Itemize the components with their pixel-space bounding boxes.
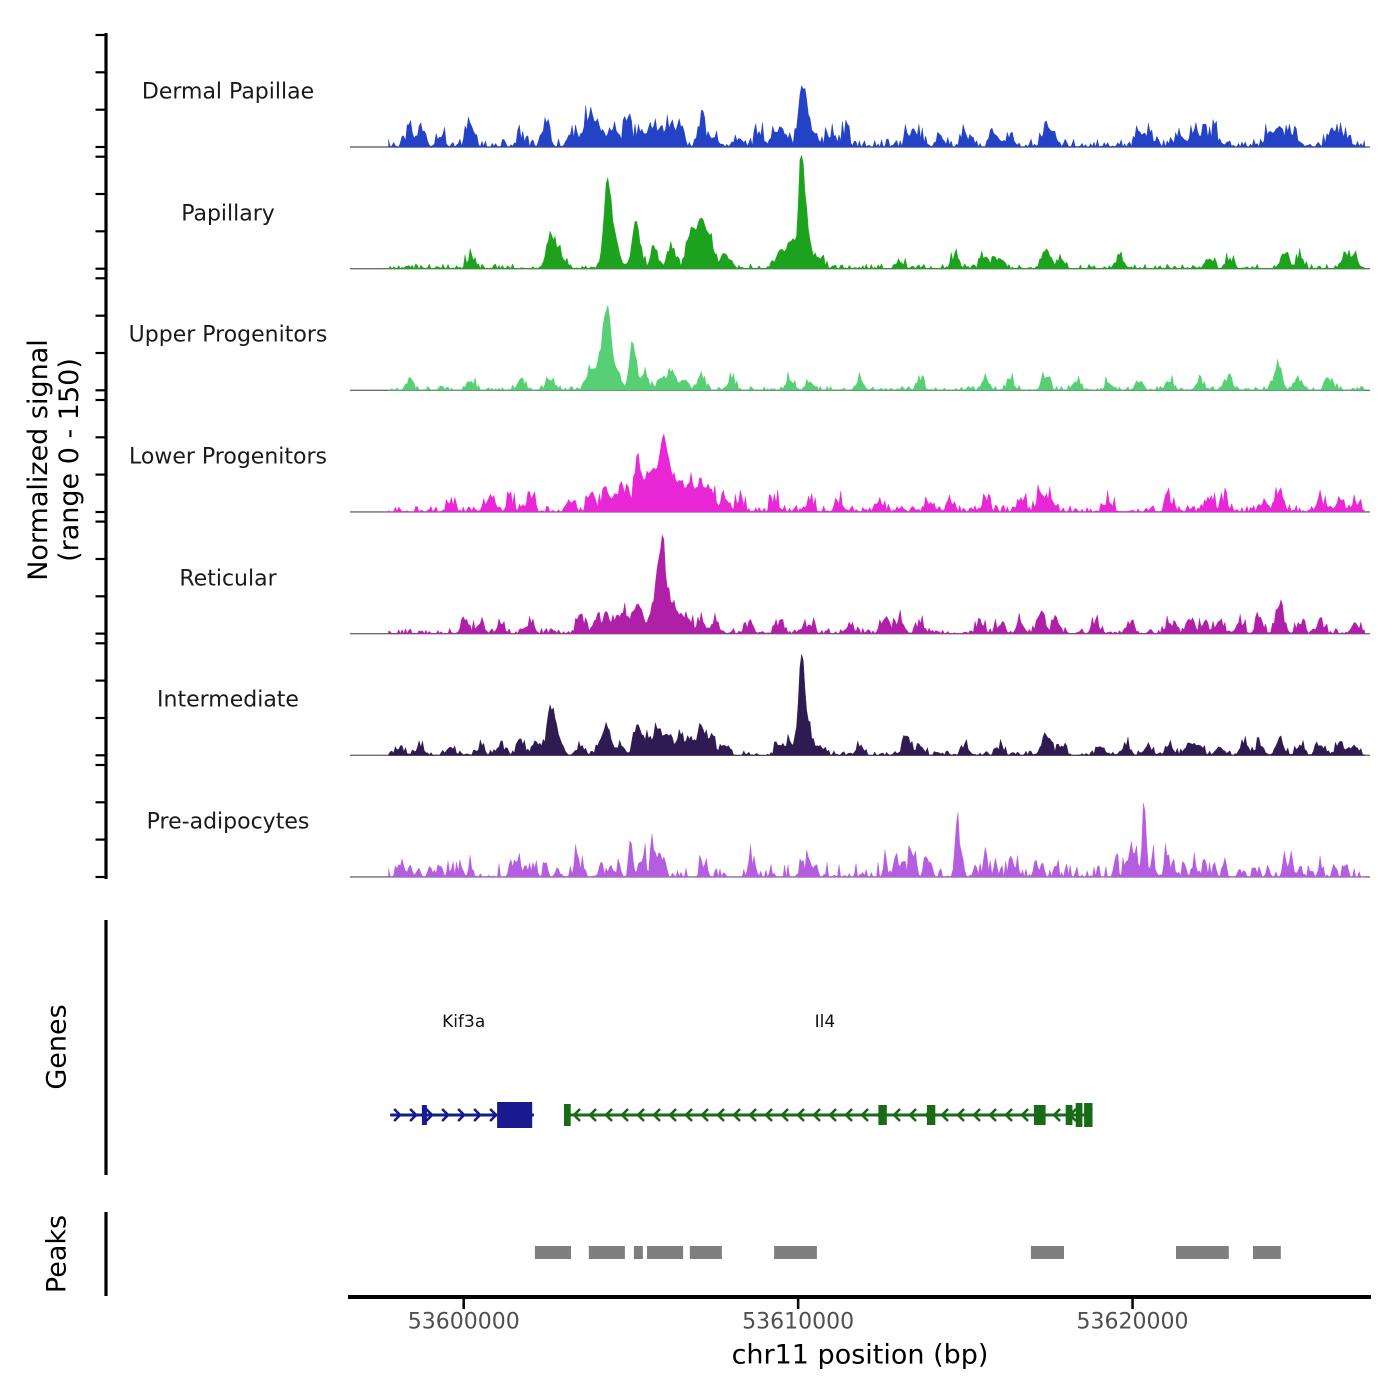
gene-label-il4: Il4	[814, 1012, 836, 1033]
track-label-papillary: Papillary	[181, 201, 275, 227]
signal-area-pre-adipocytes	[389, 803, 1366, 877]
gene-exon	[1076, 1103, 1083, 1127]
track-label-intermediate: Intermediate	[157, 687, 299, 713]
gene-exon	[564, 1104, 571, 1126]
called-peak-rect	[634, 1246, 643, 1259]
gene-exon	[1084, 1103, 1092, 1127]
called-peak-rect	[1031, 1246, 1064, 1259]
signal-area-lower-progenitors	[389, 434, 1366, 512]
called-peak-rect	[774, 1246, 817, 1259]
signal-area-dermal-papillae	[389, 86, 1366, 147]
called-peak-rect	[1253, 1246, 1281, 1259]
x-axis-tick-label: 53620000	[1076, 1309, 1189, 1335]
gene-exon	[1034, 1105, 1046, 1125]
peaks-section-label: Peaks	[41, 1214, 73, 1294]
track-label-dermal-papillae: Dermal Papillae	[141, 79, 315, 105]
gene-exon	[927, 1105, 935, 1125]
gene-exon	[878, 1105, 886, 1125]
y-axis-label	[23, 339, 85, 581]
gene-exon	[497, 1102, 532, 1128]
track-label-reticular: Reticular	[179, 565, 277, 591]
genes-section-label: Genes	[41, 1004, 73, 1090]
y-axis-label-line1: Normalized signal	[23, 339, 54, 581]
x-axis-title: chr11 position (bp)	[731, 1339, 989, 1371]
track-label-lower-progenitors: Lower Progenitors	[129, 444, 327, 470]
signal-area-papillary	[389, 155, 1366, 269]
signal-area-upper-progenitors	[389, 305, 1366, 390]
called-peak-rect	[589, 1246, 625, 1259]
gene-model-il4	[564, 1103, 1093, 1127]
signal-area-intermediate	[389, 654, 1366, 755]
y-axis-label-line2: (range 0 - 150)	[54, 358, 85, 562]
called-peak-rect	[690, 1246, 722, 1259]
gene-model-kif3a	[390, 1102, 534, 1128]
x-axis-tick-label: 53610000	[742, 1309, 855, 1335]
called-peak-rect	[535, 1246, 571, 1259]
x-axis-tick-label: 53600000	[407, 1309, 520, 1335]
gene-label-kif3a: Kif3a	[442, 1012, 486, 1033]
called-peak-rect	[647, 1246, 683, 1259]
track-label-pre-adipocytes: Pre-adipocytes	[146, 809, 310, 835]
called-peak-rect	[1176, 1246, 1229, 1259]
signal-area-reticular	[389, 535, 1366, 634]
gene-exon	[1066, 1105, 1073, 1125]
gene-exon	[422, 1105, 427, 1125]
track-label-upper-progenitors: Upper Progenitors	[128, 322, 328, 348]
